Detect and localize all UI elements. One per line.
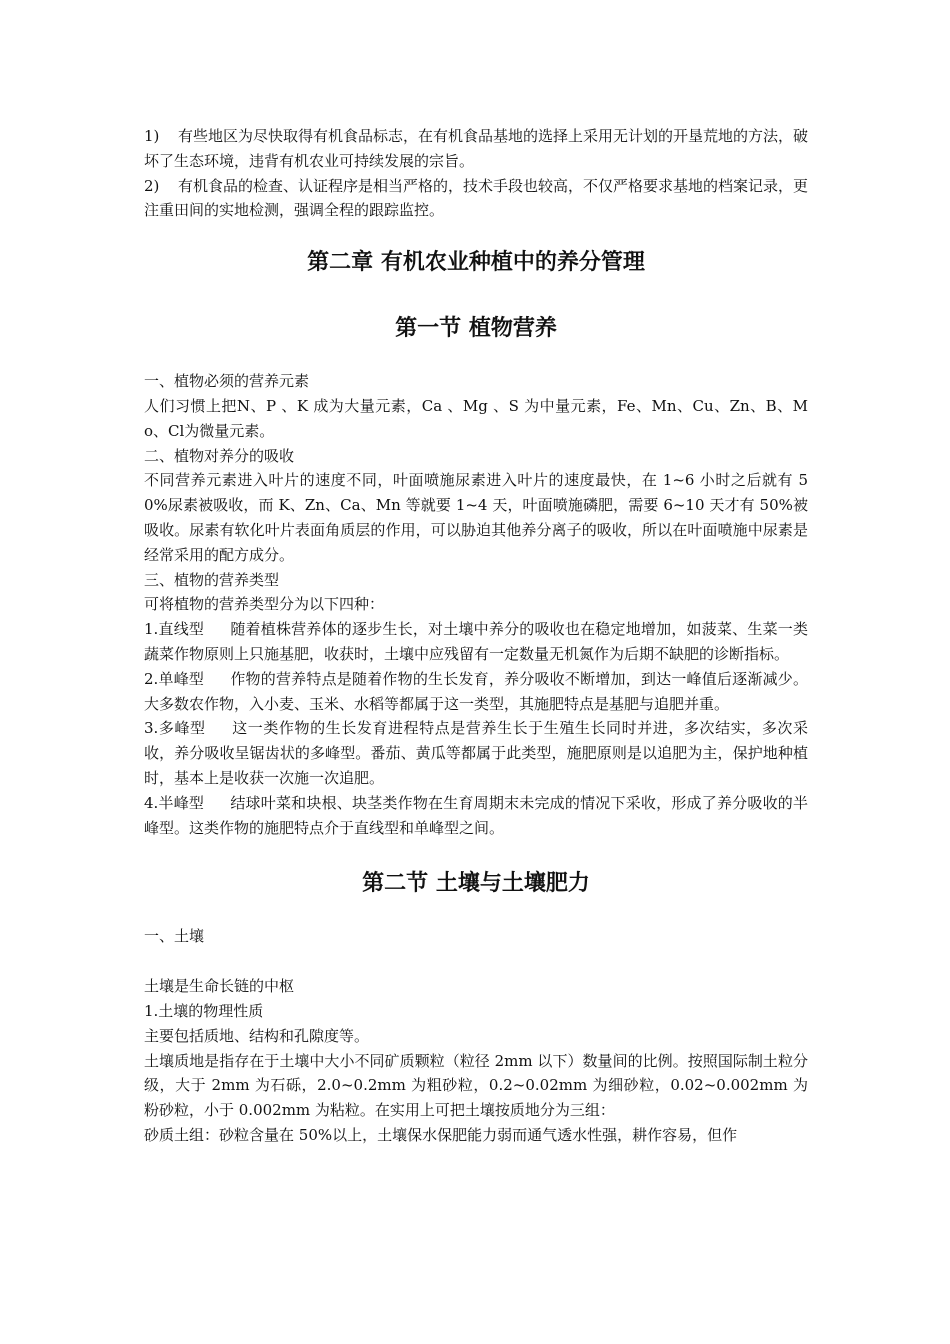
nutrition-type-item — [144, 791, 808, 841]
paragraph: 土壤质地是指存在于土壤中大小不同矿质颗粒（粒径 2mm 以下）数量间的比例。按照国际制土粒分级，大于 2mm 为石砾，2.0~0.2mm 为粗砂粒，0.2~0.02mm 为细砂粒，0.02~0.002mm 为粉砂粒，小于 0.002mm 为粘粒。在实用上可把土壤按质地分为三组： — [144, 1051, 808, 1120]
nutrition-type-item — [144, 617, 808, 667]
list-item — [144, 174, 808, 224]
chapter-title: 第二章 有机农业种植中的养分管理 — [307, 250, 645, 276]
type-label: 3.多峰型 — [144, 719, 206, 738]
paragraph: 砂质土组：砂粒含量在 50%以上，土壤保水保肥能力弱而通气透水性强，耕作容易，但作 — [144, 1125, 738, 1144]
nutrition-type-item — [144, 667, 808, 717]
blank-line — [144, 949, 808, 974]
type-label: 1.直线型 — [144, 620, 205, 639]
list-text: 有些地区为尽快取得有机食品标志，在有机食品基地的选择上采用无计划的开垦荒地的方法，破坏了生态环境，违背有机农业可持续发展的宗旨。 — [144, 127, 809, 170]
type-text: 结球叶菜和块根、块茎类作物在生育周期末未完成的情况下采收，形成了养分吸收的半峰型。这类作物的施肥特点介于直线型和单峰型之间。 — [144, 793, 808, 837]
type-text: 随着植株营养体的逐步生长，对土壤中养分的吸收也在稳定地增加，如菠菜、生菜一类蔬菜作物原则上只施基肥，收获时，土壤中应残留有一定数量无机氮作为后期不缺肥的诊断指标。 — [144, 620, 808, 663]
list-number: 1) — [144, 127, 160, 145]
subheading: 二、植物对养分的吸收 — [144, 446, 295, 465]
paragraph: 土壤是生命长链的中枢 — [144, 977, 295, 996]
type-label: 2.单峰型 — [144, 669, 205, 688]
subheading: 三、植物的营养类型 — [144, 570, 280, 589]
subheading: 一、植物必须的营养元素 — [144, 372, 310, 391]
type-text: 作物的营养特点是随着作物的生长发育，养分吸收不断增加，到达一峰值后逐渐减少。大多数农作物，入小麦、玉米、水稻等都属于这一类型，其施肥特点是基肥与追肥并重。 — [144, 669, 808, 713]
type-text: 这一类作物的生长发育进程特点是营养生长于生殖生长同时并进，多次结实，多次采收，养分吸收呈锯齿状的多峰型。番茄、黄瓜等都属于此类型，施肥原则是以追肥为主，保护地种植时，基本上是收获一次施一次追肥。 — [144, 719, 808, 787]
list-text: 有机食品的检查、认证程序是相当严格的，技术手段也较高，不仅严格要求基地的档案记录，更注重田间的实地检测，强调全程的跟踪监控。 — [144, 176, 809, 220]
paragraph: 可将植物的营养类型分为以下四种： — [144, 595, 385, 614]
section-title: 第二节 土壤与土壤肥力 — [362, 871, 590, 897]
type-label: 4.半峰型 — [144, 793, 205, 812]
nutrition-type-item — [144, 716, 808, 790]
page-content — [144, 124, 808, 1148]
subheading: 1.土壤的物理性质 — [144, 1001, 264, 1020]
section-title: 第一节 植物营养 — [395, 316, 557, 342]
list-item — [144, 124, 808, 174]
subheading: 一、土壤 — [144, 927, 205, 946]
list-number: 2) — [144, 176, 160, 195]
paragraph: 不同营养元素进入叶片的速度不同，叶面喷施尿素进入叶片的速度最快，在 1~6 小时之后就有 50%尿素被吸收，而 K、Zn、Ca、Mn 等就要 1~4 天，叶面喷施磷肥，需要 6~10 天才有 50%被吸收。尿素有软化叶片表面角质层的作用，可以胁迫其他养分离子的吸收，所以在叶面喷施中尿素是经常采用的配方成分。 — [144, 471, 808, 564]
paragraph: 人们习惯上把N、P 、K 成为大量元素，Ca 、Mg 、S 为中量元素，Fe、Mn、Cu、Zn、B、Mo、Cl为微量元素。 — [144, 396, 808, 440]
paragraph: 主要包括质地、结构和孔隙度等。 — [144, 1026, 370, 1045]
